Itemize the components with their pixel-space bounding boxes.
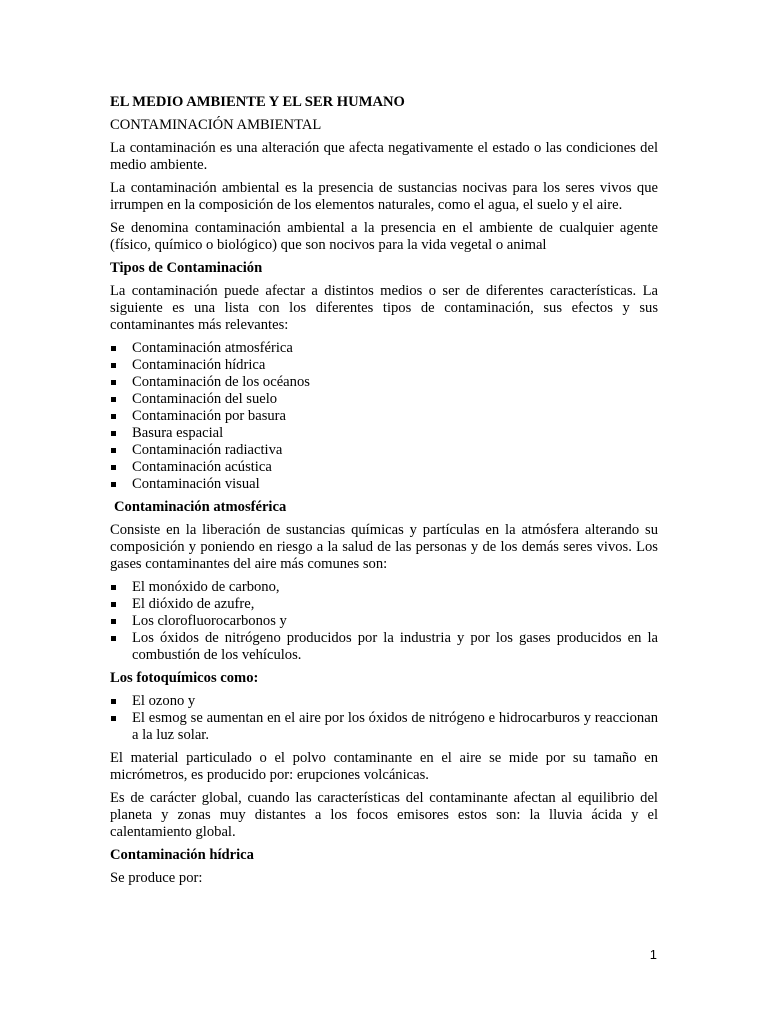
section-heading-water: Contaminación hídrica <box>110 847 254 863</box>
global-paragraph: Es de carácter global, cuando las características del contaminante afectan al equilibrio del planeta y zonas muy distantes a los focos emisores estos son: la lluvia ácida y el calentamiento global. <box>110 790 658 840</box>
bullet-icon <box>111 716 116 721</box>
types-list <box>110 340 658 493</box>
list-item <box>110 340 658 357</box>
document-page <box>110 90 658 887</box>
water-paragraph: Se produce por: <box>110 870 203 886</box>
list-item <box>110 579 658 596</box>
bullet-icon <box>111 414 116 419</box>
particulate-paragraph: El material particulado o el polvo contaminante en el aire se mide por su tamaño en micrómetros, es producido por: erupciones volcánicas. <box>110 750 658 783</box>
list-item <box>110 408 658 425</box>
list-item <box>110 391 658 408</box>
list-item <box>110 374 658 391</box>
intro-paragraph: La contaminación ambiental es la presencia de sustancias nocivas para los seres vivos que irrumpen en la composición de los elementos naturales, como el agua, el suelo y el aire. <box>110 180 658 213</box>
page-number: 1 <box>649 947 657 962</box>
bullet-icon <box>111 482 116 487</box>
section-heading-types: Tipos de Contaminación <box>110 260 263 276</box>
list-item-text: Contaminación radiactiva <box>132 442 283 458</box>
list-item-text: Los clorofluorocarbonos y <box>132 613 287 629</box>
bullet-icon <box>111 448 116 453</box>
list-item <box>110 459 658 476</box>
list-item-text: Contaminación por basura <box>132 408 287 424</box>
gases-list <box>110 579 658 664</box>
list-item-text: Basura espacial <box>132 425 224 441</box>
atmospheric-paragraph: Consiste en la liberación de sustancias químicas y partículas en la atmósfera alterando su composición y poniendo en riesgo a la salud de las personas y de los demás seres vivos. Los gases contaminantes del aire más comunes son: <box>110 522 658 572</box>
intro-paragraph: Se denomina contaminación ambiental a la presencia en el ambiente de cualquier agente (físico, químico o biológico) que son nocivos para la vida vegetal o animal <box>110 220 658 253</box>
list-item-text: Contaminación visual <box>132 476 260 492</box>
bullet-icon <box>111 465 116 470</box>
types-paragraph: La contaminación puede afectar a distintos medios o ser de diferentes características. La siguiente es una lista con los diferentes tipos de contaminación, sus efectos y sus contaminantes más relevantes: <box>110 283 658 333</box>
list-item <box>110 630 658 664</box>
list-item-text: El monóxido de carbono, <box>132 579 280 595</box>
list-item-text: Contaminación hídrica <box>132 357 266 373</box>
bullet-icon <box>111 380 116 385</box>
list-item <box>110 442 658 459</box>
list-item-text: Contaminación acústica <box>132 459 272 475</box>
bullet-icon <box>111 699 116 704</box>
bullet-icon <box>111 397 116 402</box>
list-item-text: El esmog se aumentan en el aire por los óxidos de nitrógeno e hidrocarburos y reaccionan a la luz solar. <box>132 710 658 743</box>
document-title: EL MEDIO AMBIENTE Y EL SER HUMANO <box>110 94 405 110</box>
list-item-text: Contaminación del suelo <box>132 391 278 407</box>
bullet-icon <box>111 619 116 624</box>
intro-paragraph: La contaminación es una alteración que afecta negativamente el estado o las condiciones del medio ambiente. <box>110 140 658 173</box>
list-item-text: Contaminación atmosférica <box>132 340 293 356</box>
list-item-text: El dióxido de azufre, <box>132 596 255 612</box>
photochemicals-list <box>110 693 658 744</box>
list-item <box>110 596 658 613</box>
list-item-text: El ozono y <box>132 693 196 709</box>
list-item <box>110 476 658 493</box>
list-item <box>110 693 658 710</box>
list-item <box>110 357 658 374</box>
list-item <box>110 710 658 744</box>
bullet-icon <box>111 602 116 607</box>
list-item <box>110 425 658 442</box>
list-item-text: Contaminación de los océanos <box>132 374 310 390</box>
bullet-icon <box>111 363 116 368</box>
bullet-icon <box>111 346 116 351</box>
bullet-icon <box>111 585 116 590</box>
section-heading-atmospheric: Contaminación atmosférica <box>114 499 287 515</box>
section-heading-photochemicals: Los fotoquímicos como: <box>110 670 259 686</box>
bullet-icon <box>111 431 116 436</box>
list-item-text: Los óxidos de nitrógeno producidos por la industria y por los gases producidos en la combustión de los vehículos. <box>132 630 658 663</box>
list-item <box>110 613 658 630</box>
document-subtitle: CONTAMINACIÓN AMBIENTAL <box>110 117 322 133</box>
bullet-icon <box>111 636 116 641</box>
